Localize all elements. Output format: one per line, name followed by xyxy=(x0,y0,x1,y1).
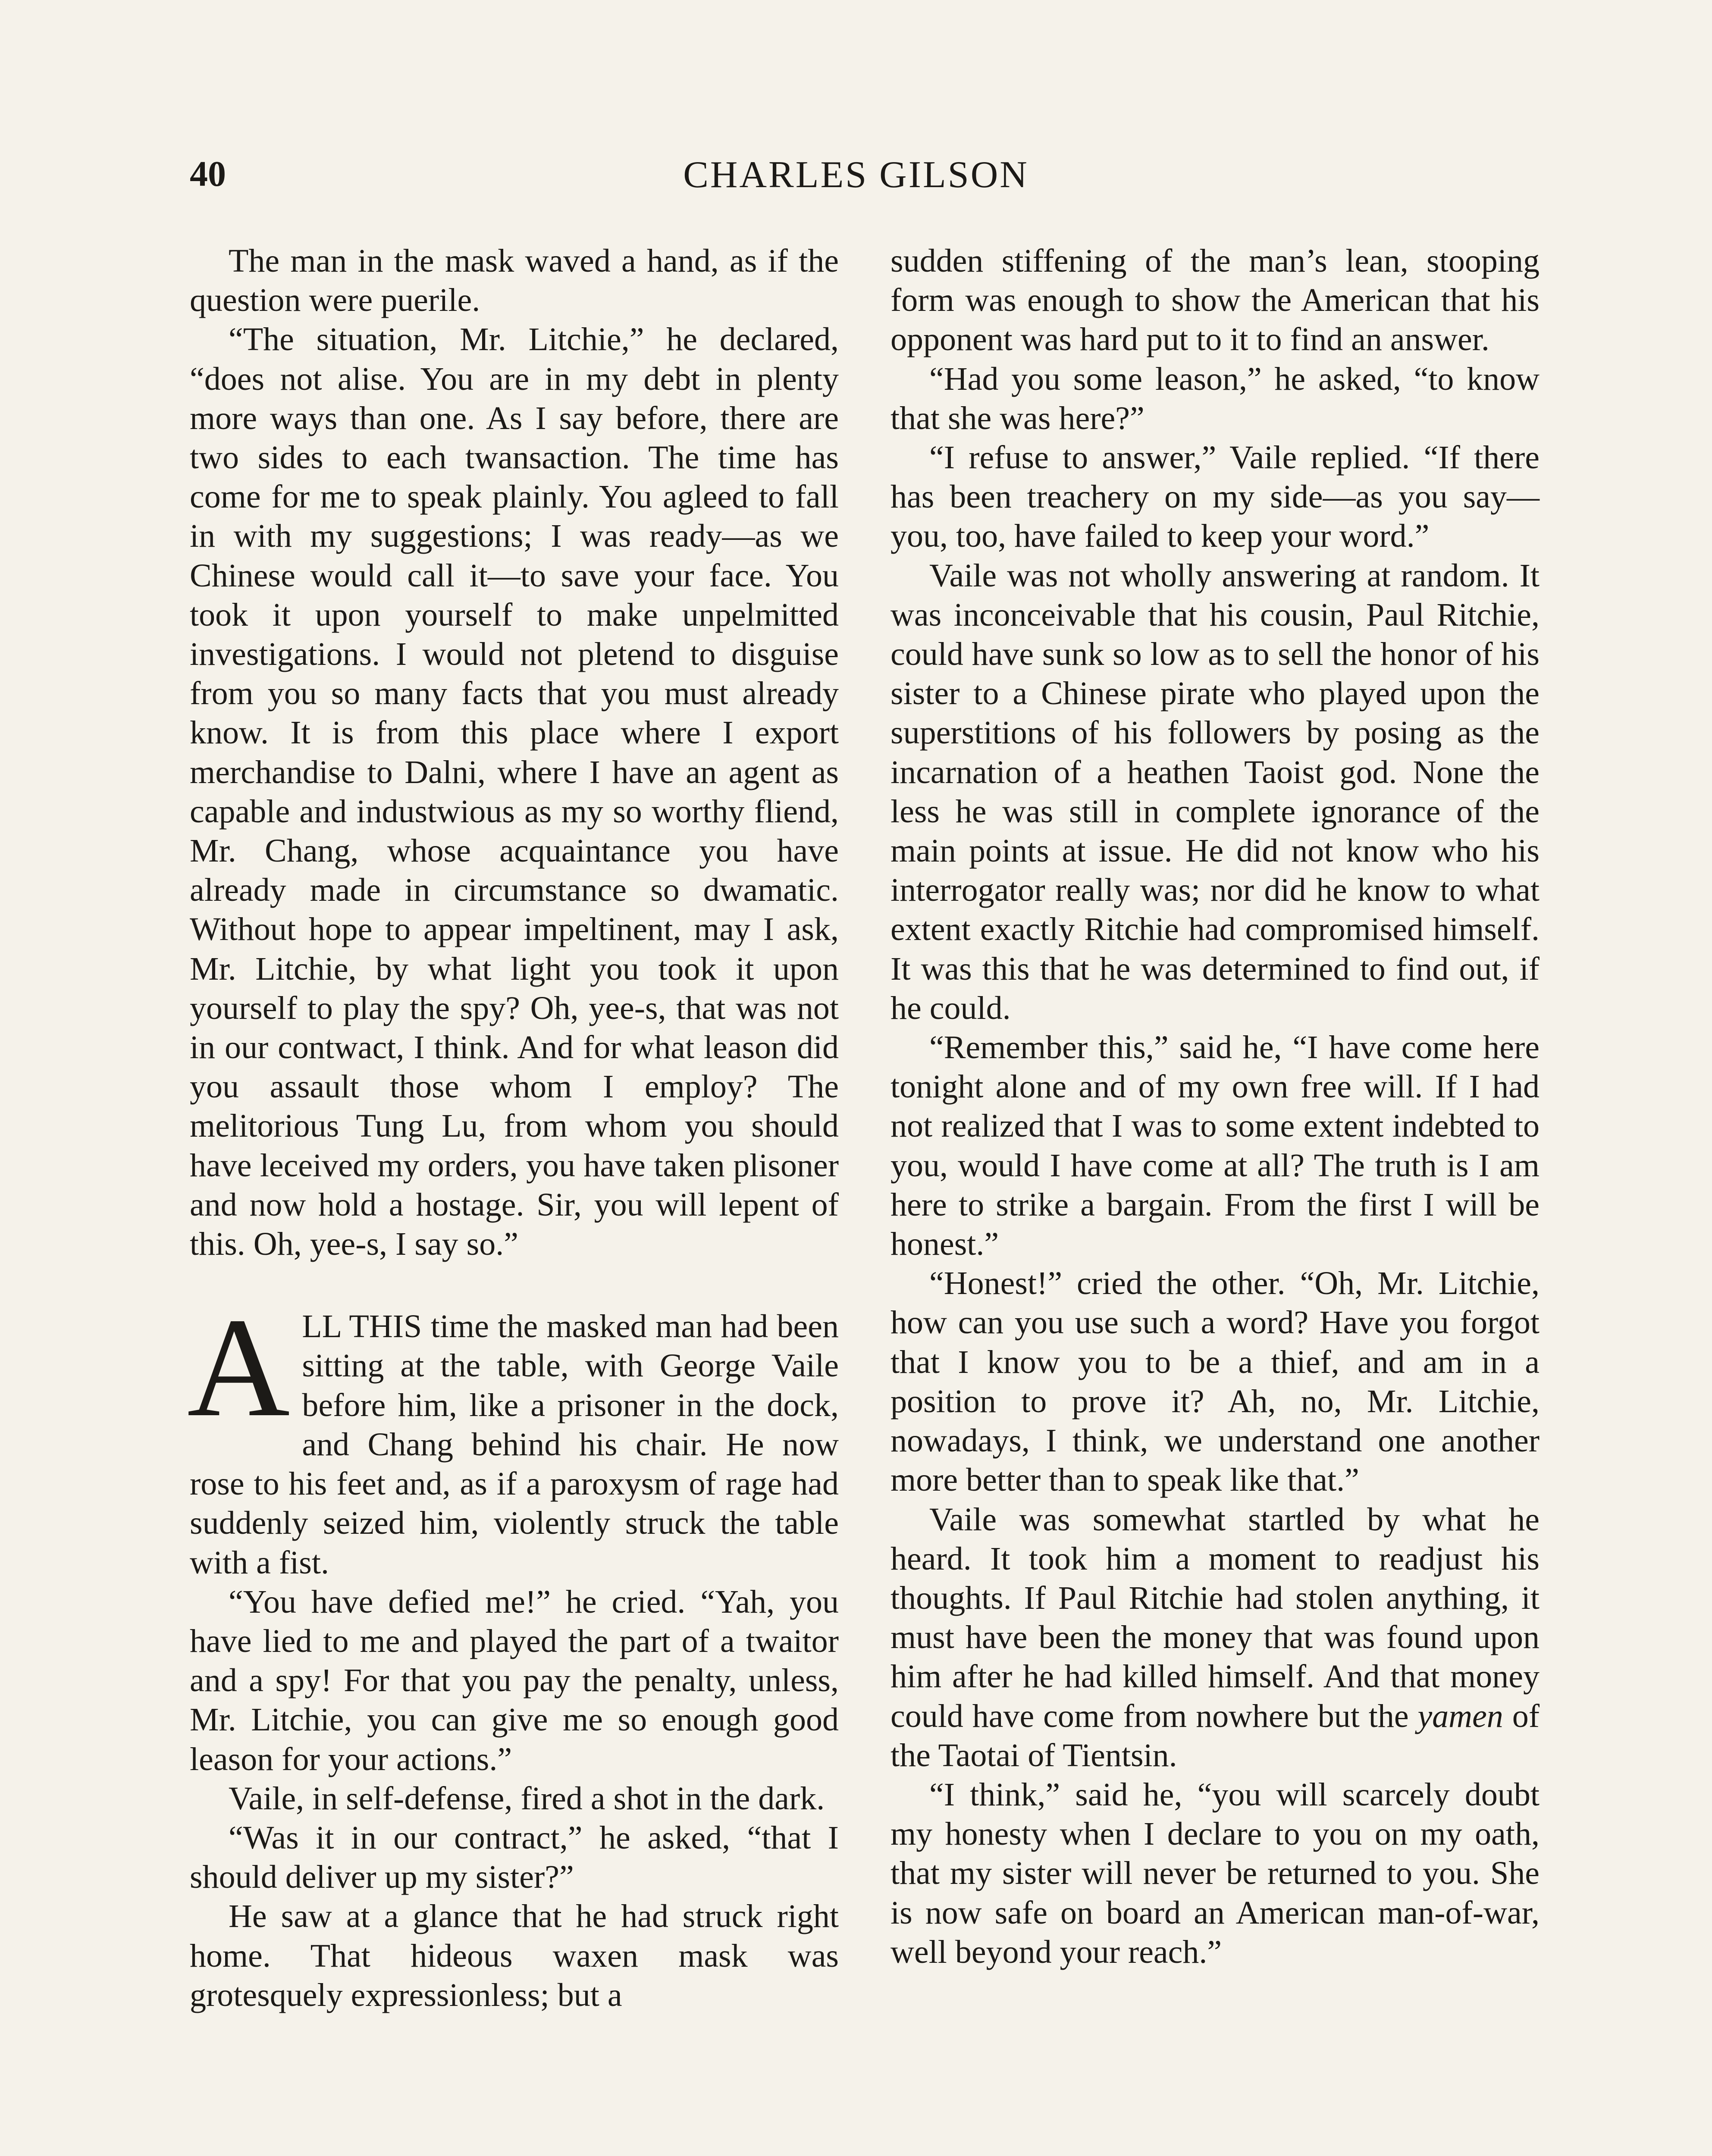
paragraph: “Was it in our contract,” he asked, “that I should deliver up my sister?” xyxy=(190,1819,839,1896)
paragraph: “Remember this,” said he, “I have come here tonight alone and of my own free will. If I had not realized that I was to some extent indebted to you, would I have come at all? The truth is I am here to strike a bargain. From the first I will be honest.” xyxy=(890,1029,1540,1263)
paragraph: “You have defied me!” he cried. “Yah, you have lied to me and played the part of a twaitor and a spy! For that you pay the penalty, unless, Mr. Litchie, you can give me so enough good leason for your actions.” xyxy=(190,1583,839,1777)
continued-paragraph: sudden stiffening of the man’s lean, stooping form was enough to show the American that his opponent was hard put to it to find an answer. xyxy=(890,243,1540,358)
paragraph-text: Vaile was somewhat startled by what he heard. It took him a moment to readjust his thoughts. If Paul Ritchie had stolen anything, it must have been the money that was found upon him after he had killed himself. And that money could have come from nowhere but the xyxy=(890,1501,1540,1734)
italic-word: yamen xyxy=(1417,1698,1503,1734)
paragraph-text: of the Taotai of Tientsin. xyxy=(890,1698,1540,1774)
section-opening-paragraph xyxy=(187,1289,839,1582)
drop-cap: A xyxy=(187,1289,290,1447)
text-columns xyxy=(187,241,1540,2156)
paragraph: “The situation, Mr. Litchie,” he declared, “does not alise. You are in my debt in plenty more ways than one. As I say before, there are two sides to each twansaction. The time has come for me to speak plainly. You agleed to fall in with my suggestions; I was ready—as we Chinese would call it—to save your face. You took it upon yourself to make unpelmitted investigations. I would not pletend to disguise from you so many facts that you must already know. It is from this place where I export merchandise to Dalni, where I have an agent as capable and industwious as my so worthy fliend, Mr. Chang, whose acquaintance you have already made in circumstance so dwamatic. Without hope to appear impeltinent, may I ask, Mr. Litchie, by what light you took it upon yourself to play the spy? Oh, yee-s, that was not in our contwact, I think. And for what leason did you assault those whom I employ? The melitorious Tung Lu, from whom you should have leceived my orders, you have taken plisoner and now hold a hostage. Sir, you will lepent of this. Oh, yee-s, I say so.” xyxy=(190,321,839,1263)
left-column xyxy=(187,241,839,2015)
paragraph: Vaile was not wholly answering at random. It was inconceivable that his cousin, Paul Ritchie, could have sunk so low as to sell the honor of his sister to a Chinese pirate who played upon the superstitions of his followers by posing as the incarnation of a heathen Taoist god. None the less he was still in complete ignorance of the main points at issue. He did not know who his interrogator really was; nor did he know to what extent exactly Ritchie had compromised himself. It was this that he was determined to find out, if he could. xyxy=(890,557,1540,1026)
page-number: 40 xyxy=(190,154,226,194)
page-header xyxy=(190,153,1522,209)
paragraph-text: LL THIS time the masked man had been sitting at the table, with George Vaile before him, like a prisoner in the dock, and Chang behind his chair. He now rose to his feet and, as if a paroxysm of rage had suddenly seized him, violently struck the table with a fist. xyxy=(190,1308,839,1581)
paragraph: “I refuse to answer,” Vaile replied. “If there has been treachery on my side—as you say—you, too, have failed to keep your word.” xyxy=(890,439,1540,555)
paragraph: “I think,” said he, “you will scarcely doubt my honesty when I declare to you on my oath, that my sister will never be returned to you. She is now safe on board an American man-of-war, well beyond your reach.” xyxy=(890,1776,1540,1970)
paragraph: Vaile, in self-defense, fired a shot in the dark. xyxy=(229,1780,825,1817)
paragraph: “Honest!” cried the other. “Oh, Mr. Litchie, how can you use such a word? Have you forgot that I know you to be a thief, and am in a position to prove it? Ah, no, Mr. Litchie, nowadays, I think, we understand one another more better than to speak like that.” xyxy=(890,1265,1540,1498)
paragraph: The man in the mask waved a hand, as if the question were puerile. xyxy=(190,243,839,319)
right-column xyxy=(890,241,1540,1972)
paragraph: He saw at a glance that he had struck right home. That hideous waxen mask was grotesquely expressionless; but a xyxy=(190,1898,839,2013)
paragraph: “Had you some leason,” he asked, “to know that she was here?” xyxy=(890,360,1540,436)
paragraph xyxy=(890,1500,1540,1775)
running-title: CHARLES GILSON xyxy=(683,154,1029,196)
